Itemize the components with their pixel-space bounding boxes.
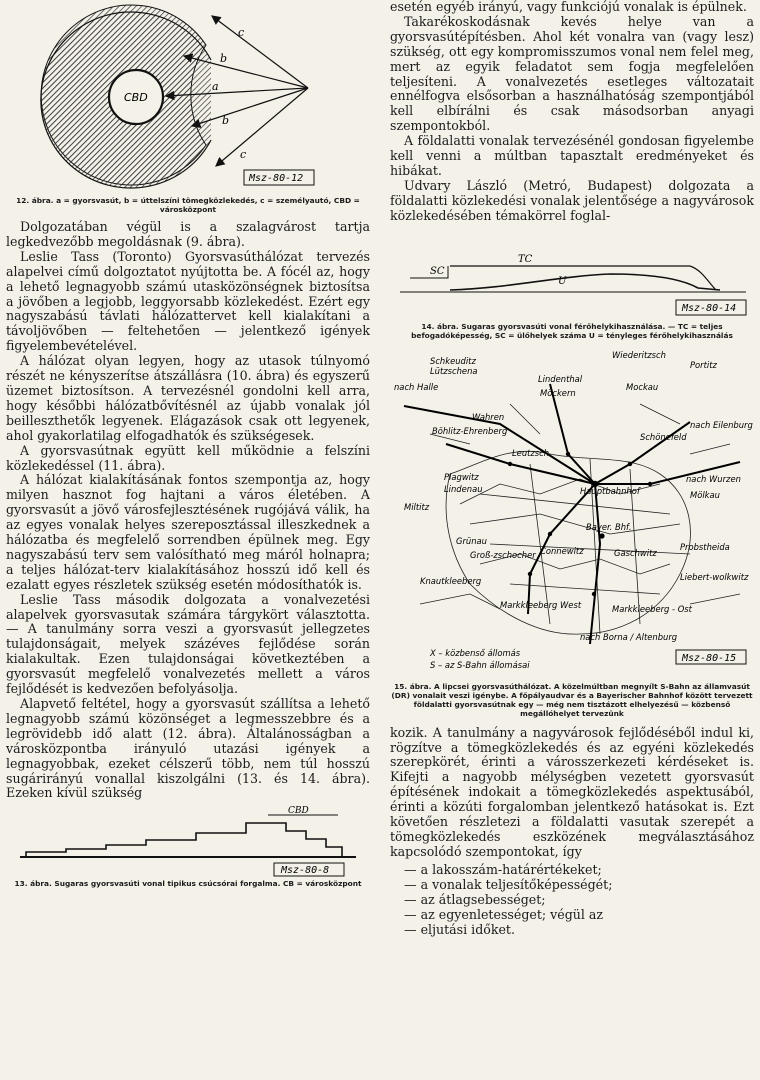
paragraph: Leslie Tass második dolgozata a vonalvezetési alapelvek gyorsvasutak számára tárgykört választotta. — A tanulmány sorra veszi a gyorsvasút jellegzetes tulajdonságait, melyek százéves fejlődése során kialakultak. Ezen tulajdonságai következtében a gyorsvasút megfelelő vonalvezetés mellett a város fejlődését is kedvezően befolyásolja. xyxy=(6,591,370,697)
figure-12-caption: 12. ábra. a = gyorsvasút, b = úttelszíni tömegközlekedés, c = személyautó, CBD = városközpont xyxy=(16,196,360,214)
curve-u xyxy=(450,274,720,290)
place-grosszschocher: Groß-zschocher xyxy=(470,549,536,560)
place-bohlitz-ehrenberg: Böhlitz-Ehrenberg xyxy=(432,425,508,436)
place-leutzsch: Leutzsch xyxy=(512,447,550,458)
right-column xyxy=(390,0,754,937)
paragraph: A földalatti vonalak tervezésénél gondosan figyelembe kell venni a múltban tapasztalt eredményeket és hibákat. xyxy=(390,133,754,178)
paragraph: Udvary László (Metró, Budapest) dolgozata a földalatti közlekedési vonalak jelentősége a nagyvárosok közlekedésében témakörrel foglal- xyxy=(390,177,754,223)
figure-14-diagram xyxy=(390,230,754,320)
legend-s: S – az S-Bahn állomásai xyxy=(430,659,530,670)
figure-14-caption: 14. ábra. Sugaras gyorsvasúti vonal férőhelykihasználása. — TC = teljes befogadóképesség, SC = ülőhelyek száma U = tényleges férőhelykihasználás xyxy=(411,321,733,340)
list-item: — az átlagsebességet; xyxy=(404,892,754,907)
place-hauptbahnhof: Hauptbahnhof xyxy=(580,485,640,496)
paragraph: Alapvető feltétel, hogy a gyorsvasút szállítsa a lehető legnagyobb számú közönséget a legmesszebbre és a legrövidebb idő alatt (12. ábra). Általánosságban a városközpontba irányuló utazási igények a legnagyobbak, ezeket célszerű több, nem túl hosszú sugárirányú vonallal kiszolgálni (13. és 14. ábra). Ezeken kívül szükség xyxy=(6,696,370,801)
left-column xyxy=(6,0,370,892)
paragraph: A gyorsvasútnak együtt kell működnie a felszíni közlekedéssel (11. ábra). xyxy=(6,442,370,473)
figure-13-caption: 13. ábra. Sugaras gyorsvasúti vonal tipikus csúcsórai forgalma. CB = városközpont xyxy=(14,879,362,889)
place-grunau: Grünau xyxy=(456,535,487,546)
fig14-code: Msz-80-14 xyxy=(682,302,737,314)
figure-12-diagram xyxy=(6,0,370,200)
paragraph: A hálózat olyan legyen, hogy az utasok túlnyomó részét ne kényszerítse átszállásra (10. ábra) és egyszerű üzemet biztosítson. A tervezésnél gondolni kell arra, hogy későbbi hálózatbővítésnél az újabb vonalak jól beilleszthetők legyenek. Elágazások csak ott legyenek, ahol gyakorlatilag elfogadhatók és szükségesek. xyxy=(6,353,370,443)
list-item: — a vonalak teljesítőképességét; xyxy=(404,877,754,892)
place-lindenthal: Lindenthal xyxy=(538,373,583,384)
place-nach-halle: nach Halle xyxy=(394,381,439,392)
fig13-code: Msz-80-8 xyxy=(281,865,330,877)
figure-12 xyxy=(6,0,370,214)
fig15-code: Msz-80-15 xyxy=(682,652,737,664)
place-lindenau: Lindenau xyxy=(444,483,483,494)
legend-x: X – közbenső állomás xyxy=(430,647,521,658)
place-nach-wurzen: nach Wurzen xyxy=(686,473,741,484)
place-bayer-bhf: Bayer. Bhf. xyxy=(586,521,632,532)
place-nach-borna: nach Borna / Altenburg xyxy=(580,631,678,642)
cbd-label: CBD xyxy=(124,91,148,104)
place-mockau: Mockau xyxy=(626,381,659,392)
paragraph: Leslie Tass (Toronto) Gyorsvasúthálózat tervezés alapelvei című dolgoztatot nyújtotta be. A fócél az, hogy a lehető legnagyobb számú utasközönségnek biztosítsa a jövőben a legjobb, leggyorsabb közlekedést. Ezért egy nagyszabású távlati hálózattervet kell kialakítani a távoljövőben — feltehetően — jelentkező igények figyelembevételével. xyxy=(6,248,370,354)
label-c-top: c xyxy=(238,26,245,39)
place-knautkleeberg: Knautkleeberg xyxy=(420,575,482,586)
list-item: — eljutási időket. xyxy=(404,922,754,937)
place-wiederitzsch: Wiederitzsch xyxy=(612,349,666,360)
place-nach-eilenburg: nach Eilenburg xyxy=(690,419,753,430)
right-body-text-bottom xyxy=(390,726,754,937)
paragraph: esetén egyéb irányú, vagy funkciójú vonalak is épülnek. xyxy=(390,0,747,14)
place-markkleeberg-ost: Markkleeberg - Ost xyxy=(612,603,692,614)
list-item: — az egyenletességet; végül az xyxy=(404,907,754,922)
place-schonefeld: Schönefeld xyxy=(640,431,687,442)
place-schkeuditz: Schkeuditz xyxy=(430,355,476,366)
place-miltitz: Miltitz xyxy=(404,501,430,512)
figure-13-diagram xyxy=(6,805,370,877)
place-probstheida: Probstheida xyxy=(680,541,730,552)
figure-15-caption: 15. ábra. A lipcsei gyorsvasúthálózat. A közelmúltban megnyílt S-Bahn az államvasút (DR) vonalait veszi igénybe. A főpályaudvar és a Bayerischer Bahnhof között tervezett földalatti gyorsvasútnak egy — még nem tisztázott elhelyezésű — közbenső megállóhelyet tervezünk xyxy=(391,681,753,718)
label-c-bottom: c xyxy=(240,148,247,161)
list-item: — a lakosszám-határértékeket; xyxy=(404,862,754,877)
place-portitz: Portitz xyxy=(690,359,717,370)
place-connewitz: Connewitz xyxy=(540,545,584,556)
criteria-list xyxy=(390,862,754,937)
label-b-bottom: b xyxy=(222,114,230,127)
place-plagwitz: Plagwitz xyxy=(444,471,479,482)
place-mockern: Möckern xyxy=(540,387,576,398)
paragraph: A hálózat kialakításának fontos szempontja az, hogy milyen hasznot fog hajtani a város életében. A gyorsvasút a jövő városfejlesztésének rugójává válik, ha az egyes vonalak helyes szereposztással illeszkednek a hálózatba és megfelelő sorrendben épülnek meg. Egy nagyszabású terv sem valósítható meg máról holnapra; a teljes hálózat-terv kialakításához hosszú idő kell és ezalatt egyes részletek szükség esetén módosíthatók is. xyxy=(6,472,370,592)
figure-15-map xyxy=(390,344,754,680)
figure-15 xyxy=(390,344,754,718)
peak-load-profile xyxy=(26,823,342,857)
place-wahren: Wahren xyxy=(472,411,505,422)
paragraph: Takarékoskodásnak kevés helye van a gyorsvasútépítésben. Ahol két vonalra van (vagy lesz) szükség, ott egy kompromisszumos vonal nem felel meg, mert az egyik feladatot sem fogja megfelelően teljesíteni. A vonalvezetés esetleges változatait ennélfogva elsősorban a használhatóság szempontjából kell elbírálni és csak másodsorban anyagi szempontokból. xyxy=(390,13,754,134)
place-gaschwitz: Gaschwitz xyxy=(614,547,657,558)
place-markkleeberg-west: Markkleeberg West xyxy=(500,599,582,610)
label-sc: SC xyxy=(430,265,445,277)
figure-13 xyxy=(6,805,370,888)
label-b-top: b xyxy=(220,52,228,65)
paragraph: kozik. A tanulmány a nagyvárosok fejlődéséből indul ki, rögzítve a tömegközlekedés és az egyéni közlekedés szerepkörét, érinti a városszerkezeti kérdéseket is. Kifejti a nagyobb mélységben vezetett gyorsvasút építésének indokait a tömegközlekedés aspektusából, érinti a közúti forgalomban jelentkező hatásokat is. Ezt követően részletezi a földalatti vasutak szerepét a tömegközlekedés eszközének megválasztásához kapcsolódó szempontokat, így xyxy=(390,724,754,859)
fig12-code: Msz-80-12 xyxy=(249,173,304,184)
left-body-text xyxy=(6,220,370,801)
label-tc: TC xyxy=(518,253,533,265)
place-lutzschena: Lützschena xyxy=(430,365,478,376)
paragraph: Dolgozatában végül is a szalagvárost tartja legkedvezőbb megoldásnak (9. ábra). xyxy=(6,219,370,249)
arrow-c-bottom xyxy=(216,88,308,166)
place-molkau: Mölkau xyxy=(690,489,720,500)
label-u: U xyxy=(558,275,567,287)
place-liebertwolkwitz: Liebert-wolkwitz xyxy=(680,571,749,582)
right-body-text-top xyxy=(390,0,754,224)
fig13-cbd-label: CBD xyxy=(288,806,309,817)
figure-14 xyxy=(390,230,754,340)
label-a: a xyxy=(212,80,219,93)
